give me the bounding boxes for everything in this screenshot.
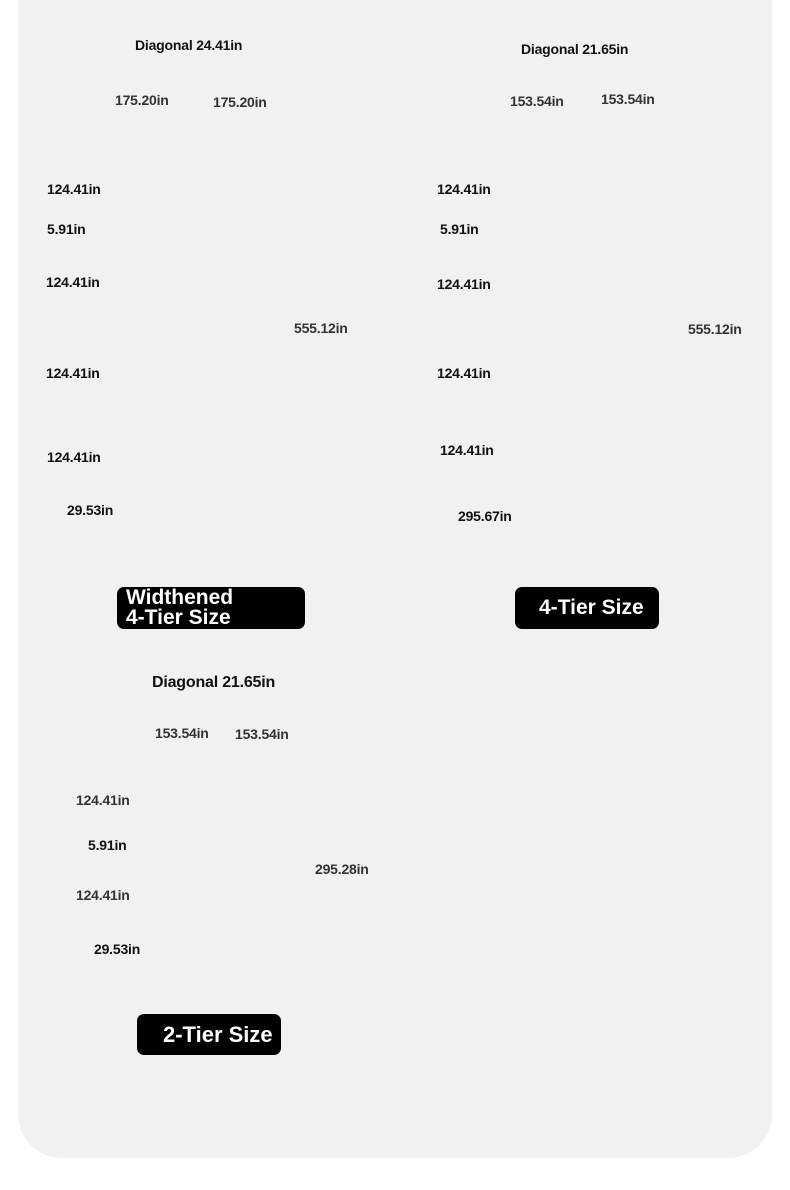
width-left-label: 175.20in	[115, 92, 169, 108]
shelf-3-height-label: 124.41in	[437, 365, 491, 381]
shelf-4-height-label: 124.41in	[440, 442, 494, 458]
shelf-2-height-label: 124.41in	[437, 276, 491, 292]
total-height-label: 295.28in	[315, 861, 369, 877]
base-height-label: 29.53in	[94, 941, 141, 957]
shelf-2-height-label: 124.41in	[46, 274, 100, 290]
shelf-3-height-label: 124.41in	[46, 365, 100, 381]
diagonal-label: Diagonal 21.65in	[521, 41, 629, 57]
width-right-label: 175.20in	[213, 94, 267, 110]
base-height-label: 295.67in	[458, 508, 512, 524]
badge-line-2: 4-Tier Size	[126, 606, 231, 629]
badge-label: 2-Tier Size	[163, 1022, 273, 1047]
gap-label: 5.91in	[47, 221, 86, 237]
base-height-label: 29.53in	[67, 502, 114, 518]
badge-line-1: Widthened	[126, 586, 234, 609]
shelf-1-height-label: 124.41in	[76, 792, 130, 808]
shelf-1-height-label: 124.41in	[47, 181, 101, 197]
shelf-4-height-label: 124.41in	[47, 449, 101, 465]
width-left-label: 153.54in	[155, 725, 209, 741]
size-badge	[515, 587, 659, 629]
total-height-label: 555.12in	[688, 321, 742, 337]
gap-label: 5.91in	[440, 221, 479, 237]
size-badge	[137, 1014, 281, 1055]
diagonal-label: Diagonal 21.65in	[152, 674, 276, 691]
gap-label: 5.91in	[88, 837, 127, 853]
diagonal-label: Diagonal 24.41in	[135, 37, 243, 53]
shelf-1-height-label: 124.41in	[437, 181, 491, 197]
width-right-label: 153.54in	[235, 726, 289, 742]
width-right-label: 153.54in	[601, 91, 655, 107]
badge-label: 4-Tier Size	[539, 596, 644, 619]
shelf-2-height-label: 124.41in	[76, 887, 130, 903]
size-badge	[117, 587, 305, 629]
total-height-label: 555.12in	[294, 320, 348, 336]
width-left-label: 153.54in	[510, 93, 564, 109]
